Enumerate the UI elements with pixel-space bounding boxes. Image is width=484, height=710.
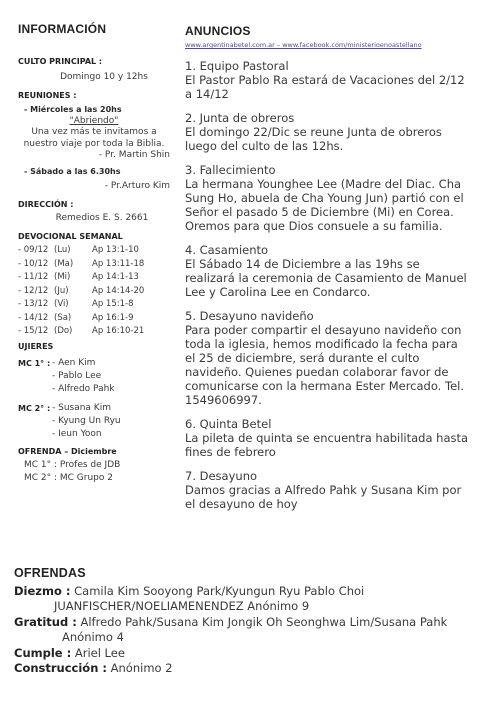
devocional-row	[18, 312, 170, 326]
website-links[interactable]: www.argentinabetel.com.ar – www.facebook.com/ministerioenoastellano	[185, 41, 422, 49]
announcement-body: El Pastor Pablo Ra estará de Vacaciones del 2/12 a 14/12	[185, 73, 465, 101]
construccion-line	[14, 661, 474, 677]
mc2-usher: - Ieun Yoon	[52, 429, 102, 439]
devocional-ref: Ap 15:1-8	[92, 299, 134, 309]
diezmo-names: Camila Kim Sooyong Park/Kyungun Ryu Pablo Choi	[74, 583, 365, 598]
devocional-date: - 10/12	[18, 258, 49, 269]
devocional-row	[18, 271, 170, 285]
devocional-day: (Lu)	[54, 245, 71, 255]
martin-signature: - Pr. Martin Shin	[98, 150, 170, 160]
devocional-row	[18, 298, 170, 312]
devocional-day: (Ju)	[54, 285, 69, 296]
ofrendas-section	[14, 566, 474, 677]
announcements-title: ANUNCIOS	[185, 24, 251, 38]
direccion-label: DIRECCIÓN :	[18, 199, 74, 209]
gratitud-names-2: Anónimo 4	[62, 630, 124, 644]
mc1-usher: - Pablo Lee	[52, 371, 102, 381]
devocional-day: (Ma)	[54, 258, 74, 269]
mc1-list	[52, 358, 115, 397]
announcement-title: 1. Equipo Pastoral	[185, 59, 289, 73]
announcement-item	[185, 111, 469, 153]
ofrendas-title: OFRENDAS	[14, 566, 86, 580]
announcement-title: 7. Desayuno	[185, 469, 258, 483]
devocional-ref: Ap 13:1-10	[92, 245, 139, 255]
announcement-body: Damos gracias a Alfredo Pahk y Susana Kim por el desayuno de hoy	[185, 483, 462, 511]
devocional-row	[18, 285, 170, 299]
devocional-row	[18, 325, 170, 339]
devocional-date: - 13/12	[18, 299, 49, 309]
mc1-label: MC 1° :	[18, 359, 51, 368]
mc2-group	[18, 403, 170, 442]
announcement-item	[185, 309, 469, 407]
sabado-line: - Sábado a las 6.30hs	[24, 166, 121, 176]
announcement-body: La pileta de quinta se encuentra habilitada hasta fines de febrero	[185, 431, 469, 459]
announcement-item	[185, 469, 469, 511]
devocional-date: - 12/12	[18, 285, 49, 296]
culto-value: Domingo 10 y 12hs	[60, 72, 148, 82]
mc1-usher: - Aen Kim	[52, 358, 96, 368]
direccion-value: Remedios E. S. 2661	[55, 213, 149, 223]
construccion-names: Anónimo 2	[110, 661, 173, 675]
announcements-column	[185, 24, 469, 511]
announcement-title: 3. Fallecimiento	[185, 163, 276, 177]
devocional-row	[18, 258, 170, 272]
devocional-ref: Ap 14:14-20	[92, 285, 145, 296]
mc1-usher: - Alfredo Pahk	[52, 384, 115, 394]
announcement-title: 4. Casamiento	[185, 243, 269, 257]
gratitud-names: Alfredo Pahk/Susana Kim Jongik Oh Seonghwa Lim/Susana Pahk	[80, 614, 448, 629]
announcement-title: 6. Quinta Betel	[185, 417, 272, 431]
announcement-body: El domingo 22/Dic se reune Junta de obreros luego del culto de las 12hs.	[185, 125, 442, 153]
mc2-list	[52, 403, 121, 442]
ujieres-label: UJIERES	[18, 341, 54, 351]
miercoles-line: - Miércoles a las 20hs	[24, 105, 122, 114]
announcement-item	[185, 163, 469, 233]
devocional-label: DEVOCIONAL SEMANAL	[18, 231, 123, 241]
announcement-item	[185, 243, 469, 299]
mc2-usher: - Kyung Un Ryu	[52, 416, 121, 426]
devocional-date: - 15/12	[18, 326, 49, 336]
arturo-signature: - Pr.Arturo Kim	[104, 181, 170, 191]
announcement-item	[185, 417, 469, 459]
announcement-body: La hermana Younghee Lee (Madre del Diac. Cha Sung Ho, abuela de Cha Young Jun) partió con el Señor el pasado 5 de Diciembre (Mi) en Corea. Oremos para que Dios consuele a su familia.	[185, 177, 464, 233]
mc1-group	[18, 358, 170, 397]
devocional-ref: Ap 16:1-9	[92, 312, 134, 323]
announcements-list	[185, 59, 469, 511]
devocional-day: (Mi)	[54, 272, 71, 282]
info-title: INFORMACIÓN	[18, 22, 107, 36]
devocional-ref: Ap 14:1-13	[92, 272, 139, 282]
info-column	[18, 24, 170, 485]
announcement-body: El Sábado 14 de Diciembre a las 19hs se realizará la ceremonia de Casamiento de Manuel Lee y Carolina Lee en Condarco.	[185, 257, 467, 299]
announcement-title: 2. Junta de obreros	[185, 111, 295, 125]
abriendo-text: "Abriendo"	[69, 115, 119, 126]
devocional-date: - 11/12	[18, 272, 49, 282]
cumple-label: Cumple :	[14, 645, 72, 660]
diezmo-label: Diezmo :	[14, 583, 71, 598]
construccion-label: Construcción :	[14, 661, 107, 675]
gratitud-line	[14, 615, 474, 631]
devocional-list	[18, 244, 170, 339]
announcement-title: 5. Desayuno navideño	[185, 309, 314, 323]
culto-label: CULTO PRINCIPAL :	[18, 56, 103, 66]
mc2-usher: - Susana Kim	[52, 403, 111, 413]
devocional-ref: Ap 13:11-18	[92, 258, 145, 269]
devocional-day: (Sa)	[54, 312, 72, 323]
cumple-line	[14, 646, 474, 662]
ofrenda-mc1: MC 1° : Profes de JDB	[24, 459, 121, 470]
devocional-day: (Vi)	[54, 299, 69, 309]
announcement-item	[185, 59, 469, 101]
diezmo-line	[14, 584, 474, 600]
invitamos-text: Una vez más te invitamos a nuestro viaje por toda la Biblia.	[23, 127, 165, 149]
diezmo-names-2: JUANFISCHER/NOELIAMENENDEZ Anónimo 9	[54, 599, 310, 613]
cumple-names: Ariel Lee	[74, 645, 125, 660]
devocional-date: - 09/12	[18, 245, 49, 255]
reuniones-label: REUNIONES :	[18, 90, 77, 100]
mc2-label: MC 2° :	[18, 404, 51, 413]
devocional-date: - 14/12	[18, 312, 49, 323]
devocional-day: (Do)	[54, 326, 73, 336]
devocional-ref: Ap 16:10-21	[92, 326, 145, 336]
ofrenda-mc2: MC 2° : MC Grupo 2	[24, 473, 113, 483]
devocional-row	[18, 244, 170, 258]
gratitud-label: Gratitud :	[14, 614, 77, 629]
ofrenda-label: OFRENDA – Diciembre	[18, 447, 117, 456]
announcement-body: Para poder compartir el desayuno navideño con toda la iglesia, hemos modificado la fecha para el 25 de diciembre, será durante el culto navideño. Quienes puedan colaborar favor de comunicarse con la hermana Ester Mercado. Tel. 1549606997.	[185, 323, 464, 407]
